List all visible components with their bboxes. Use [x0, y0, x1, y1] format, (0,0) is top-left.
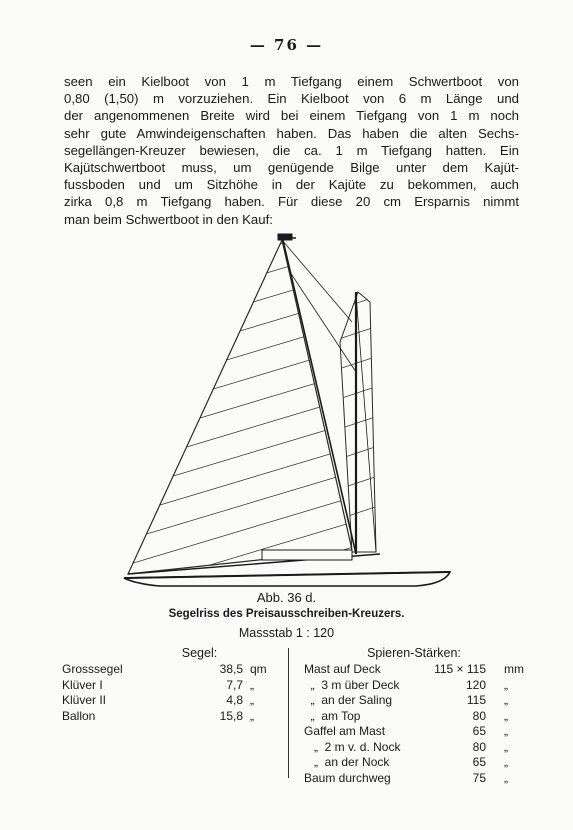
paragraph-line: sehr gute Amwindeigenschaften haben. Das haben die alten Sechs-	[64, 125, 519, 141]
row-unit: „	[504, 708, 508, 723]
row-value: 15,8	[219, 708, 243, 723]
figure-caption: Abb. 36 d.	[256, 590, 317, 605]
body-paragraph	[64, 73, 519, 228]
row-value: 80	[472, 739, 486, 754]
row-label: „ an der Saling	[304, 693, 393, 707]
row-label: Gaffel am Mast	[304, 724, 386, 738]
row-unit: „	[250, 708, 254, 723]
row-unit: mm	[504, 662, 524, 676]
row-value: 80	[472, 708, 486, 723]
table-row	[304, 771, 524, 787]
row-label: „ 3 m über Deck	[304, 677, 400, 692]
table-row	[304, 693, 524, 709]
row-value: 75	[472, 770, 486, 785]
spars-table	[304, 644, 524, 786]
paragraph-line: man beim Schwertboot in den Kauf:	[64, 211, 273, 227]
row-label: „ an der Nock	[304, 755, 390, 769]
table-row	[304, 724, 524, 740]
row-value: 120	[465, 677, 486, 692]
row-unit: „	[504, 770, 508, 785]
row-label: „ am Top	[304, 708, 361, 723]
row-unit: „	[504, 739, 508, 754]
table-row	[62, 662, 277, 678]
page-number: — 76 —	[249, 36, 324, 54]
row-label: Mast auf Deck	[304, 662, 381, 676]
paragraph-line: der angenommenen Breite wird bei einem Tiefgang von 1 m noch	[64, 108, 519, 124]
row-unit: „	[250, 693, 254, 707]
paragraph-line: fussboden und um Sitzhöhe in der Kajüte zu bekommen, auch	[64, 177, 519, 193]
row-unit: „	[504, 677, 508, 692]
row-unit: qm	[250, 662, 267, 676]
row-value: 115	[466, 693, 486, 707]
figure-subcaption: Segelriss des Preisausschreiben-Kreuzers.	[168, 608, 405, 620]
row-value: 65	[472, 724, 486, 738]
row-value: 115 × 115	[434, 662, 486, 676]
row-label: Klüver II	[62, 693, 107, 707]
table-row	[62, 678, 277, 694]
row-value: 38,5	[219, 662, 243, 676]
row-label: Ballon	[62, 708, 96, 723]
row-label: „ 2 m v. d. Nock	[304, 739, 401, 754]
table-row	[62, 709, 277, 725]
paragraph-line: Kajütschwertboot muss, um genügende Bilge unter dem Kajüt-	[64, 160, 519, 176]
sails-heading: Segel:	[181, 646, 218, 660]
row-unit: „	[504, 724, 508, 738]
figure-scale: Massstab 1 : 120	[238, 626, 335, 640]
row-value: 7,7	[226, 677, 243, 692]
sails-table	[62, 644, 277, 724]
table-row	[304, 662, 524, 678]
spars-heading: Spieren-Stärken:	[367, 646, 461, 660]
table-row	[304, 740, 524, 756]
paragraph-line: 0,80 (1,50) m vorzuziehen. Ein Kielboot von 6 m Länge und	[64, 91, 519, 107]
paragraph-line: seen ein Kielboot von 1 m Tiefgang einem Schwertboot von	[64, 74, 519, 89]
table-row	[304, 678, 524, 694]
table-row	[304, 755, 524, 771]
row-value: 65	[472, 755, 486, 769]
table-row	[62, 693, 277, 709]
row-value: 4,8	[226, 693, 243, 707]
row-label: Baum durchweg	[304, 770, 391, 785]
row-label: Grosssegel	[62, 662, 123, 676]
column-divider	[288, 648, 289, 778]
sail-plan-drawing	[120, 232, 460, 588]
row-unit: „	[504, 693, 508, 707]
paragraph-line: segellängen-Kreuzer bewiesen, die ca. 1 m Tiefgang hatten. Ein	[64, 142, 519, 158]
paragraph-line: zirka 0,8 m Tiefgang haben. Für diese 20 cm Ersparnis nimmt	[64, 194, 519, 210]
table-row	[304, 709, 524, 725]
row-unit: „	[250, 677, 254, 692]
row-unit: „	[504, 755, 508, 769]
row-label: Klüver I	[62, 677, 103, 692]
